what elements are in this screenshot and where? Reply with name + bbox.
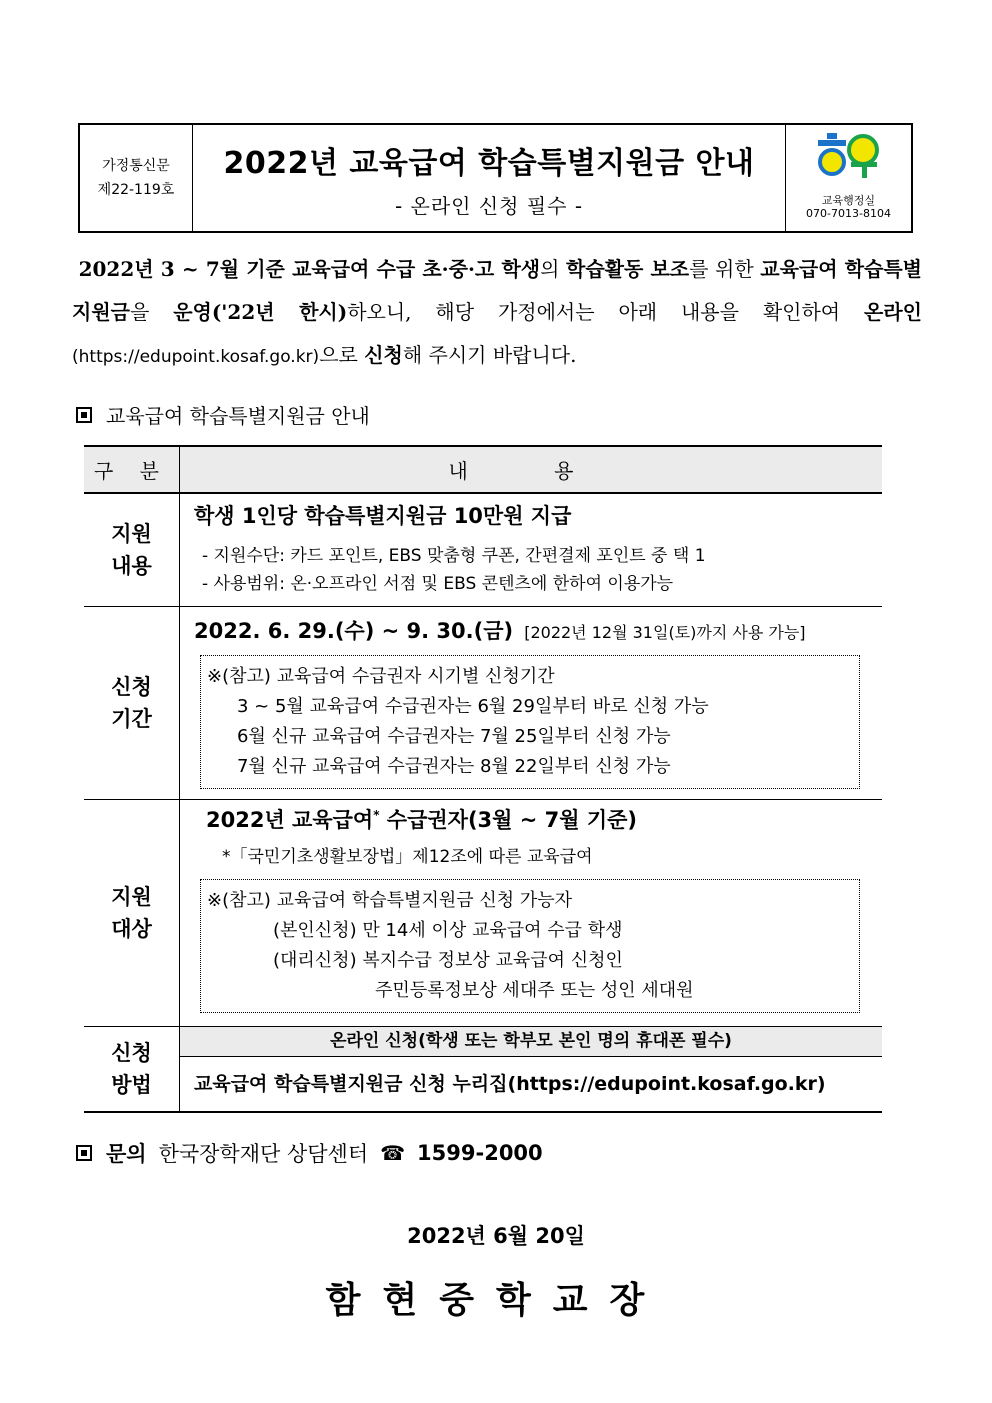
header-box — [78, 123, 913, 233]
header-category: 구 분 — [84, 446, 180, 493]
period-reference-box — [200, 655, 860, 789]
target-footnote-mark: * — [373, 808, 380, 822]
intro-text: 하오니, 해당 가정에서는 아래 내용을 확인하여 — [347, 300, 865, 324]
method-top: 온라인 신청(학생 또는 학부모 본인 명의 휴대폰 필수) — [180, 1027, 882, 1057]
office-phone: 070-7013-8104 — [806, 207, 891, 220]
row-key-target: 지원 대상 — [84, 800, 180, 1027]
target-ref-2: (대리신청) 복지수급 정보상 교육급여 신청인 — [273, 950, 623, 971]
intro-program: 교육급여 학습특별지원금 — [72, 257, 922, 324]
intro-online: 온라인 — [864, 300, 922, 324]
contact-phone: 1599-2000 — [417, 1141, 543, 1165]
period-main: 2022. 6. 29.(수) ~ 9. 30.(금) — [194, 619, 514, 643]
period-note: [2022년 12월 31일(토)까지 사용 가능] — [524, 623, 806, 642]
office-name: 교육행정실 — [821, 194, 876, 207]
target-ref-3: 주민등록정보상 세대주 또는 성인 세대원 — [375, 980, 694, 1001]
intro-operation: 운영('22년 한시) — [173, 300, 348, 324]
target-reference-box — [200, 879, 860, 1013]
intro-text: 을 — [129, 300, 174, 324]
period-line — [194, 615, 882, 645]
header-content: 내 용 — [180, 446, 883, 493]
target-main — [206, 804, 882, 834]
table-row-method — [84, 1027, 882, 1113]
period-ref-2: 6월 신규 교육급여 수급권자는 7월 25일부터 신청 가능 — [237, 726, 671, 747]
issue-date: 2022년 6월 20일 — [407, 1224, 585, 1248]
page-title: 2022년 교육급여 학습특별지원금 안내 — [223, 145, 755, 181]
target-ref-title: ※(참고) 교육급여 학습특별지원금 신청 가능자 — [207, 890, 572, 911]
intro-text: 으로 — [319, 343, 365, 367]
contact-org: 한국장학재단 상담센터 — [158, 1142, 369, 1166]
target-main-b: 수급권자(3월 ~ 7월 기준) — [379, 808, 638, 832]
square-bullet-icon — [76, 1145, 92, 1161]
period-ref-1: 3 ~ 5월 교육급여 수급권자는 6월 29일부터 바로 신청 가능 — [237, 696, 709, 717]
intro-url: (https://edupoint.kosaf.go.kr) — [72, 347, 320, 367]
school-principal: 함현중학교장 — [325, 1280, 667, 1321]
target-ref-1: (본인신청) 만 14세 이상 교육급여 수급 학생 — [273, 920, 623, 941]
period-ref-3: 7월 신규 교육급여 수급권자는 8월 22일부터 신청 가능 — [237, 756, 671, 777]
row-key-period: 신청 기간 — [84, 607, 180, 800]
row-value-method — [180, 1027, 883, 1113]
intro-text: 의 — [540, 257, 566, 281]
section-title — [76, 400, 370, 429]
doc-type: 가정통신문 — [102, 158, 170, 174]
row-key-method: 신청 방법 — [84, 1027, 180, 1113]
table-row-target — [84, 800, 882, 1027]
method-bottom: 교육급여 학습특별지원금 신청 누리집(https://edupoint.kosaf.go.kr) — [194, 1073, 826, 1095]
period-ref-title: ※(참고) 교육급여 수급권자 시기별 신청기간 — [207, 666, 555, 687]
table-row-support — [84, 493, 882, 607]
info-table — [84, 445, 882, 1113]
phone-icon: ☎ — [380, 1141, 406, 1165]
row-key-support: 지원 내용 — [84, 493, 180, 607]
contact-line — [76, 1138, 543, 1168]
section-title-text: 교육급여 학습특별지원금 안내 — [106, 404, 370, 428]
contact-label: 문의 — [106, 1142, 147, 1166]
intro-paragraph — [72, 248, 922, 379]
intro-apply: 신청 — [364, 343, 403, 367]
intro-text: 해 주시기 바랍니다. — [402, 343, 577, 367]
intro-target: 2022년 3 ~ 7월 기준 교육급여 수급 초·중·고 학생 — [78, 257, 541, 281]
office-info — [785, 125, 911, 231]
table-header-row — [84, 446, 882, 493]
doc-info — [80, 125, 193, 231]
support-detail-2: - 사용범위: 온·오프라인 서점 및 EBS 콘텐츠에 한하여 이용가능 — [202, 574, 674, 594]
intro-purpose: 학습활동 보조 — [566, 257, 690, 281]
doc-number: 제22-119호 — [97, 182, 175, 198]
intro-text: 를 위한 — [689, 257, 761, 281]
square-bullet-icon — [76, 407, 92, 423]
row-value-target — [180, 800, 883, 1027]
table-row-period — [84, 607, 882, 800]
target-footnote: *「국민기초생활보장법」제12조에 따른 교육급여 — [222, 847, 593, 867]
education-office-logo — [817, 132, 881, 180]
support-detail-1: - 지원수단: 카드 포인트, EBS 맞춤형 쿠폰, 간편결제 포인트 중 택 1 — [202, 546, 706, 566]
page-subtitle: - 온라인 신청 필수 - — [394, 193, 584, 218]
title-area — [193, 125, 785, 231]
support-main: 학생 1인당 학습특별지원금 10만원 지급 — [194, 504, 572, 528]
target-main-a: 2022년 교육급여 — [206, 808, 374, 832]
row-value-support — [180, 493, 883, 607]
row-value-period — [180, 607, 883, 800]
